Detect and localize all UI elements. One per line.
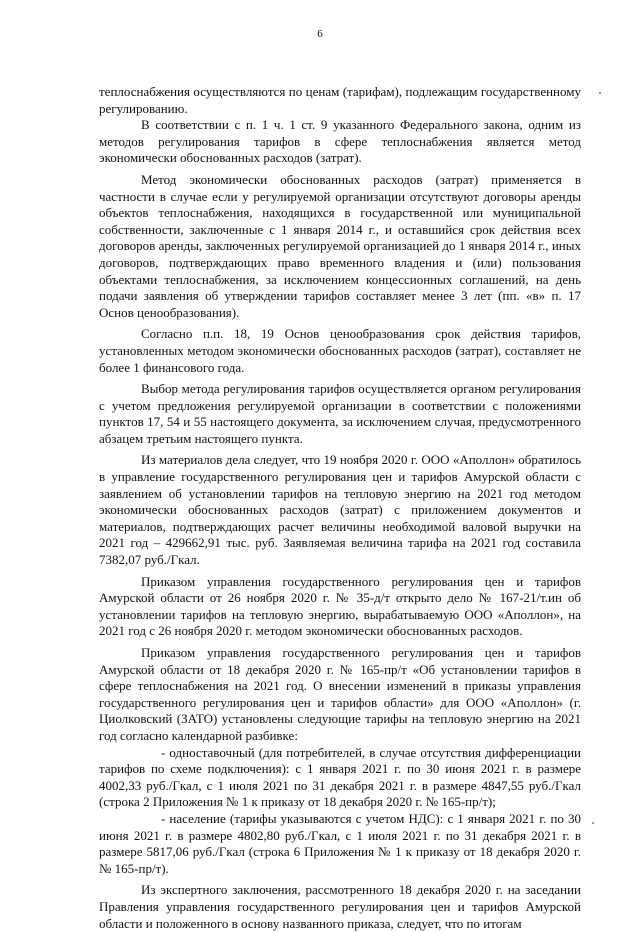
paragraph-6: Из материалов дела следует, что 19 ноября 2020 г. ООО «Аполлон» обратилось в управление государственного регулирования цен и тарифов Амурской области с заявлением об установлении тарифов на тепловую энергию на 2021 год методом экономически обоснованных расходов (затрат) с приложением документов и материалов, подтверждающих расчет величины необходимой валовой выручки на 2021 год – 429662,91 тыс. руб. Заявляемая величина тарифа на 2021 год составила 7382,07 руб./Гкал. (99, 452, 581, 568)
paragraph-8: Приказом управления государственного регулирования цен и тарифов Амурской области от 18 декабря 2020 г. № 165-пр/т «Об установлении тарифов в сфере теплоснабжения на 2021 год. О внесении изменений в приказы управления государственного регулирования цен и тарифов области» для ООО «Аполлон» (г. Циолковский (ЗАТО) установлены следующие тарифы на тепловую энергию на 2021 год согласно календарной разбивке: (99, 645, 581, 743)
document-body (99, 84, 581, 932)
paragraph-11: Из экспертного заключения, рассмотренного 18 декабря 2020 г. на заседании Правления управления государственного регулирования цен и тарифов Амурской области и положенного в основу названного приказа, следует, что по итогам (99, 882, 581, 931)
page-number: 6 (317, 28, 323, 40)
paragraph-1: теплоснабжения осуществляются по ценам (тарифам), подлежащим государственному регулированию. (99, 84, 581, 116)
scan-speck (592, 822, 594, 824)
paragraph-3: Метод экономически обоснованных расходов (затрат) применяется в частности в случае если у регулируемой организации отсутствуют договоры аренды объектов теплоснабжения, находящихся в государственной или муниципальной собственности, заключенные с 1 января 2014 г., и оставшийся срок действия всех договоров аренды, заключенных регулируемой организацией до 1 января 2014 г., иных договоров, подтверждающих право временного владения и (или) пользования объектами теплоснабжения, за исключением концессионных соглашений, на день подачи заявления об утверждении тарифов составляет менее 3 лет (пп. «в» п. 17 Основ ценообразования). (99, 171, 581, 320)
paragraph-4: Согласно п.п. 18, 19 Основ ценообразования срок действия тарифов, установленных методом экономически обоснованных расходов (затрат), составляет не более 1 финансового года. (99, 326, 581, 375)
paragraph-2: В соответствии с п. 1 ч. 1 ст. 9 указанного Федерального закона, одним из методов регулирования тарифов в сфере теплоснабжения является метод экономически обоснованных расходов (затрат). (99, 117, 581, 166)
paragraph-7: Приказом управления государственного регулирования цен и тарифов Амурской области от 26 ноября 2020 г. № 35-д/т открыто дело № 167-21/т.ин об установлении тарифов на тепловую энергию, вырабатываемую ООО «Аполлон», на 2021 год с 26 ноября 2020 г. методом экономически обоснованных расходов. (99, 573, 581, 639)
list-item-tariff-population: - население (тарифы указываются с учетом НДС): с 1 января 2021 г. по 30 июня 2021 г. в размере 4802,80 руб./Гкал, с 1 июля 2021 г. по 31 декабря 2021 г. в размере 5817,06 руб./Гкал (строка 6 Приложения № 1 к приказу от 18 декабря 2020 г. № 165-пр/т). (99, 810, 581, 876)
scan-speck (599, 92, 601, 94)
list-item-tariff-single-rate: - одноставочный (для потребителей, в случае отсутствия дифференциации тарифов по схеме подключения): с 1 января 2021 г. по 30 июня 2021 г. в размере 4002,33 руб./Гкал, с 1 июля 2021 по 31 декабря 2021 г. в размере 4847,55 руб./Гкал (строка 2 Приложения № 1 к приказу от 18 декабря 2020 г. № 165-пр/т); (99, 744, 581, 810)
paragraph-5: Выбор метода регулирования тарифов осуществляется органом регулирования с учетом предложения регулируемой организации в соответствии с положениями пунктов 17, 54 и 55 настоящего документа, за исключением случая, предусмотренного абзацем третьим настоящего пункта. (99, 381, 581, 446)
